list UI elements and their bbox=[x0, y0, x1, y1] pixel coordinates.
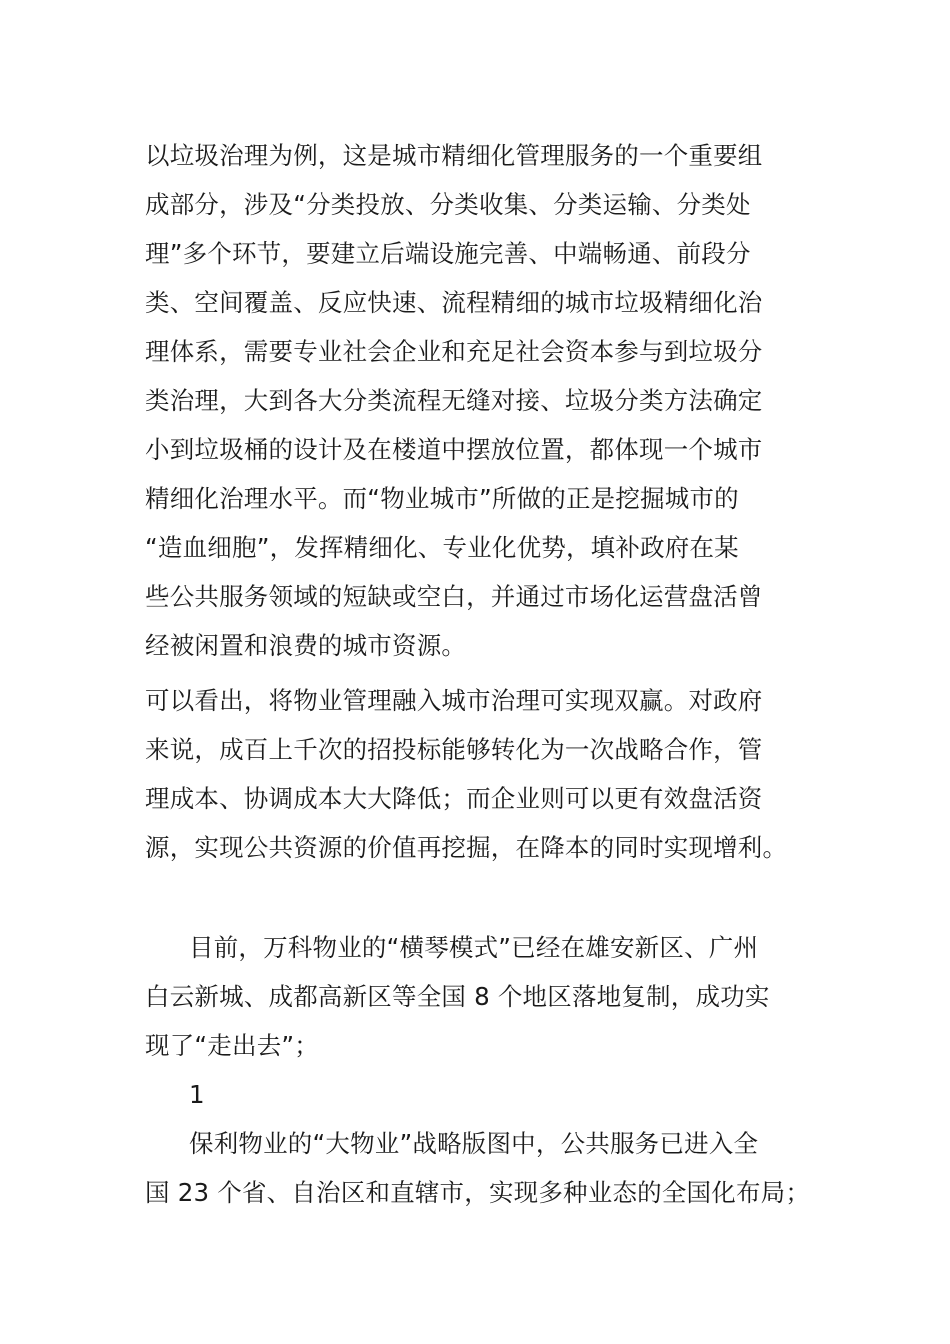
text-line: 以垃圾治理为例，这是城市精细化管理服务的一个重要组 bbox=[145, 141, 763, 170]
text-line: 精细化治理水平。而“物业城市”所做的正是挖掘城市的 bbox=[145, 484, 739, 513]
text-line: 源，实现公共资源的价值再挖掘，在降本的同时实现增利。 bbox=[145, 833, 788, 862]
paragraph-garbage-governance bbox=[145, 131, 815, 670]
text-line: 类治理，大到各大分类流程无缝对接、垃圾分类方法确定 bbox=[145, 386, 763, 415]
text-line: 类、空间覆盖、反应快速、流程精细的城市垃圾精细化治 bbox=[145, 288, 763, 317]
text-line: 经被闲置和浪费的城市资源。 bbox=[145, 631, 467, 660]
text-line: 小到垃圾桶的设计及在楼道中摆放位置，都体现一个城市 bbox=[145, 435, 763, 464]
text-line: 理体系，需要专业社会企业和充足社会资本参与到垃圾分 bbox=[145, 337, 763, 366]
list-number: 1 bbox=[189, 1080, 205, 1109]
text-line: 成部分，涉及“分类投放、分类收集、分类运输、分类处 bbox=[145, 190, 751, 219]
paragraph-examples bbox=[145, 923, 815, 1217]
text-line: 些公共服务领域的短缺或空白，并通过市场化运营盘活曾 bbox=[145, 582, 763, 611]
text-line: 现了“走出去”； bbox=[145, 1031, 319, 1060]
text-line: 理成本、协调成本大大降低；而企业则可以更有效盘活资 bbox=[145, 784, 763, 813]
text-line: 白云新城、成都高新区等全国 8 个地区落地复制，成功实 bbox=[145, 982, 770, 1011]
text-line: 保利物业的“大物业”战略版图中，公共服务已进入全 bbox=[189, 1129, 759, 1158]
text-line: 来说，成百上千次的招投标能够转化为一次战略合作，管 bbox=[145, 735, 763, 764]
text-line: 可以看出，将物业管理融入城市治理可实现双赢。对政府 bbox=[145, 686, 763, 715]
text-line: 国 23 个省、自治区和直辖市，实现多种业态的全国化布局； bbox=[145, 1178, 811, 1207]
text-line: 目前，万科物业的“横琴模式”已经在雄安新区、广州 bbox=[189, 933, 759, 962]
text-line: “造血细胞”，发挥精细化、专业化优势，填补政府在某 bbox=[145, 533, 739, 562]
text-line: 理”多个环节，要建立后端设施完善、中端畅通、前段分 bbox=[145, 239, 751, 268]
paragraph-win-win bbox=[145, 676, 815, 872]
